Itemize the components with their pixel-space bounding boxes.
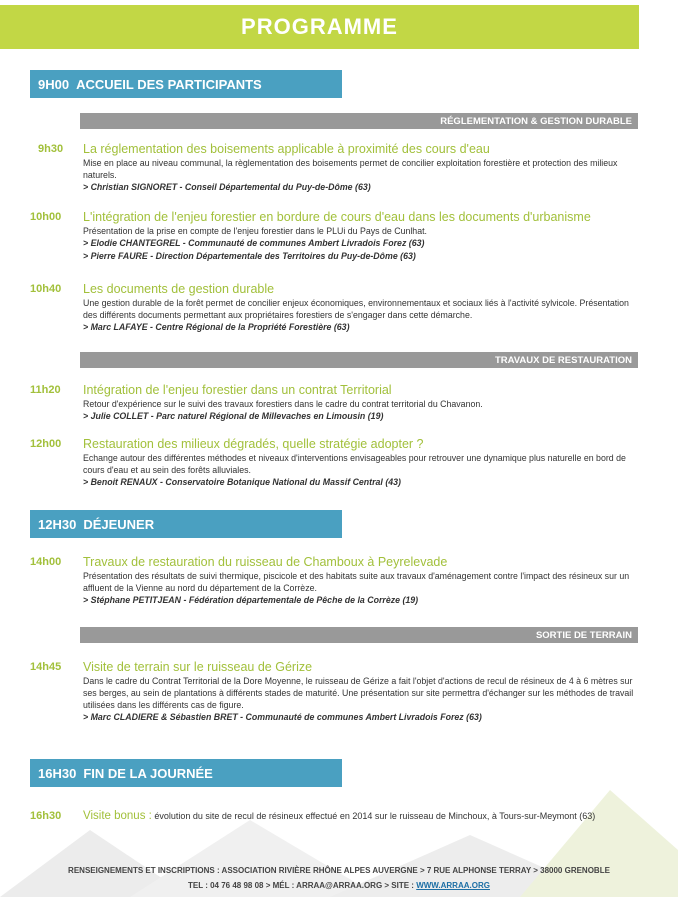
page-title: PROGRAMME (0, 5, 639, 49)
footer-details (0, 881, 678, 890)
item-speaker: > Elodie CHANTEGREL - Communauté de communes Ambert Livradois Forez (63) (83, 238, 425, 248)
bonus-visit (83, 810, 595, 822)
section-header-field-trip: SORTIE DE TERRAIN (80, 627, 638, 643)
item-speaker: > Julie COLLET - Parc naturel Régional de Millevaches en Limousin (19) (83, 411, 384, 421)
item-title: Restauration des milieux dégradés, quelle stratégie adopter ? (83, 437, 424, 451)
item-speaker: > Pierre FAURE - Direction Départementale des Territoires du Puy-de-Dôme (63) (83, 251, 416, 261)
footer-tel-mail: TEL : 04 76 48 98 08 > MÉL : ARRAA@ARRAA.ORG > SITE : (188, 881, 417, 890)
section-header-regulation: RÉGLEMENTATION & GESTION DURABLE (80, 113, 638, 129)
item-description: Retour d'expérience sur le suivi des travaux forestiers dans le cadre du contrat territorial du Chavanon. (83, 399, 483, 409)
item-speaker: > Christian SIGNORET - Conseil Départemental du Puy-de-Dôme (63) (83, 182, 371, 192)
item-description: Mise en place au niveau communal, la règlementation des boisements permet de concilier exploitation forestière et protection des milieux naturels. (83, 158, 618, 180)
bonus-text: évolution du site de recul de résineux effectué en 2014 sur le ruisseau de Minchoux, à Tours-sur-Meymont (63) (154, 811, 596, 821)
block-lunch (30, 510, 342, 538)
footer-contact: RENSEIGNEMENTS ET INSCRIPTIONS : ASSOCIATION RIVIÈRE RHÔNE ALPES AUVERGNE > 7 RUE ALPHONSE TERRAY > 38000 GRENOBLE (68, 866, 610, 875)
item-title: Visite de terrain sur le ruisseau de Gérize (83, 660, 313, 674)
item-description: Dans le cadre du Contrat Territorial de la Dore Moyenne, le ruisseau de Gérize a fait l'objet d'actions de recul de résineux de 4 à 6 mètres sur ses berges, au sein de plantations à différents stades de maturité. Une présentation sur site permettra d'échanger sur les méthodes de travail utilisées dans les différents cas de figure. (83, 676, 634, 710)
block-welcome (30, 70, 342, 98)
item-title: Intégration de l'enjeu forestier dans un contrat Territorial (83, 383, 392, 397)
block-label: FIN DE LA JOURNÉE (83, 765, 213, 781)
decorative-triangles (0, 780, 678, 897)
item-time: 10h00 (30, 211, 62, 223)
item-title: Les documents de gestion durable (83, 282, 275, 296)
item-description: Une gestion durable de la forêt permet de concilier enjeux économiques, environnementaux et sociaux liés à l'activité sylvicole. Présentation des différents documents permettant aux propriétaires forestiers de s'engager dans cette démarche. (83, 298, 629, 320)
block-time: 12H30 (38, 516, 77, 532)
item-time: 9h30 (38, 143, 64, 155)
block-label: ACCUEIL DES PARTICIPANTS (76, 76, 262, 92)
item-description: Présentation de la prise en compte de l'enjeu forestier dans le PLUi du Pays de Cunlhat. (83, 226, 427, 236)
item-time: 14h00 (30, 556, 62, 568)
item-description: Présentation des résultats de suivi thermique, piscicole et des habitats suite aux travaux d'aménagement contre l'impact des résineux sur un affluent de la Vienne au nord du département de la Corrèze. (83, 571, 630, 593)
block-time: 9H00 (38, 76, 70, 92)
item-title: La réglementation des boisements applicable à proximité des cours d'eau (83, 142, 490, 156)
item-speaker: > Marc LAFAYE - Centre Régional de la Propriété Forestière (63) (83, 322, 350, 332)
section-header-restoration: TRAVAUX DE RESTAURATION (80, 352, 638, 368)
item-time: 11h20 (30, 384, 61, 396)
item-title: Travaux de restauration du ruisseau de Chamboux à Peyrelevade (83, 555, 448, 569)
item-time: 10h40 (30, 283, 62, 295)
bonus-label: Visite bonus : (83, 810, 152, 822)
item-speaker: > Stéphane PETITJEAN - Fédération départementale de Pêche de la Corrèze (19) (83, 595, 419, 605)
item-speaker: > Benoit RENAUX - Conservatoire Botanique National du Massif Central (43) (83, 477, 401, 487)
item-title: L'intégration de l'enjeu forestier en bordure de cours d'eau dans les documents d'urbanisme (83, 210, 591, 224)
block-label: DÉJEUNER (83, 516, 155, 532)
item-speaker: > Marc CLADIERE & Sébastien BRET - Communauté de communes Ambert Livradois Forez (63) (83, 712, 482, 722)
site-link[interactable]: WWW.ARRAA.ORG (416, 881, 490, 890)
item-time: 14h45 (30, 661, 62, 673)
block-end (30, 759, 342, 787)
item-description: Echange autour des différentes méthodes et niveaux d'interventions envisageables pour retrouver une dynamique plus naturelle en bord de cours d'eau et au sein des forêts alluviales. (83, 453, 626, 475)
block-time: 16H30 (38, 765, 77, 781)
bonus-time: 16h30 (30, 810, 62, 822)
item-time: 12h00 (30, 438, 62, 450)
